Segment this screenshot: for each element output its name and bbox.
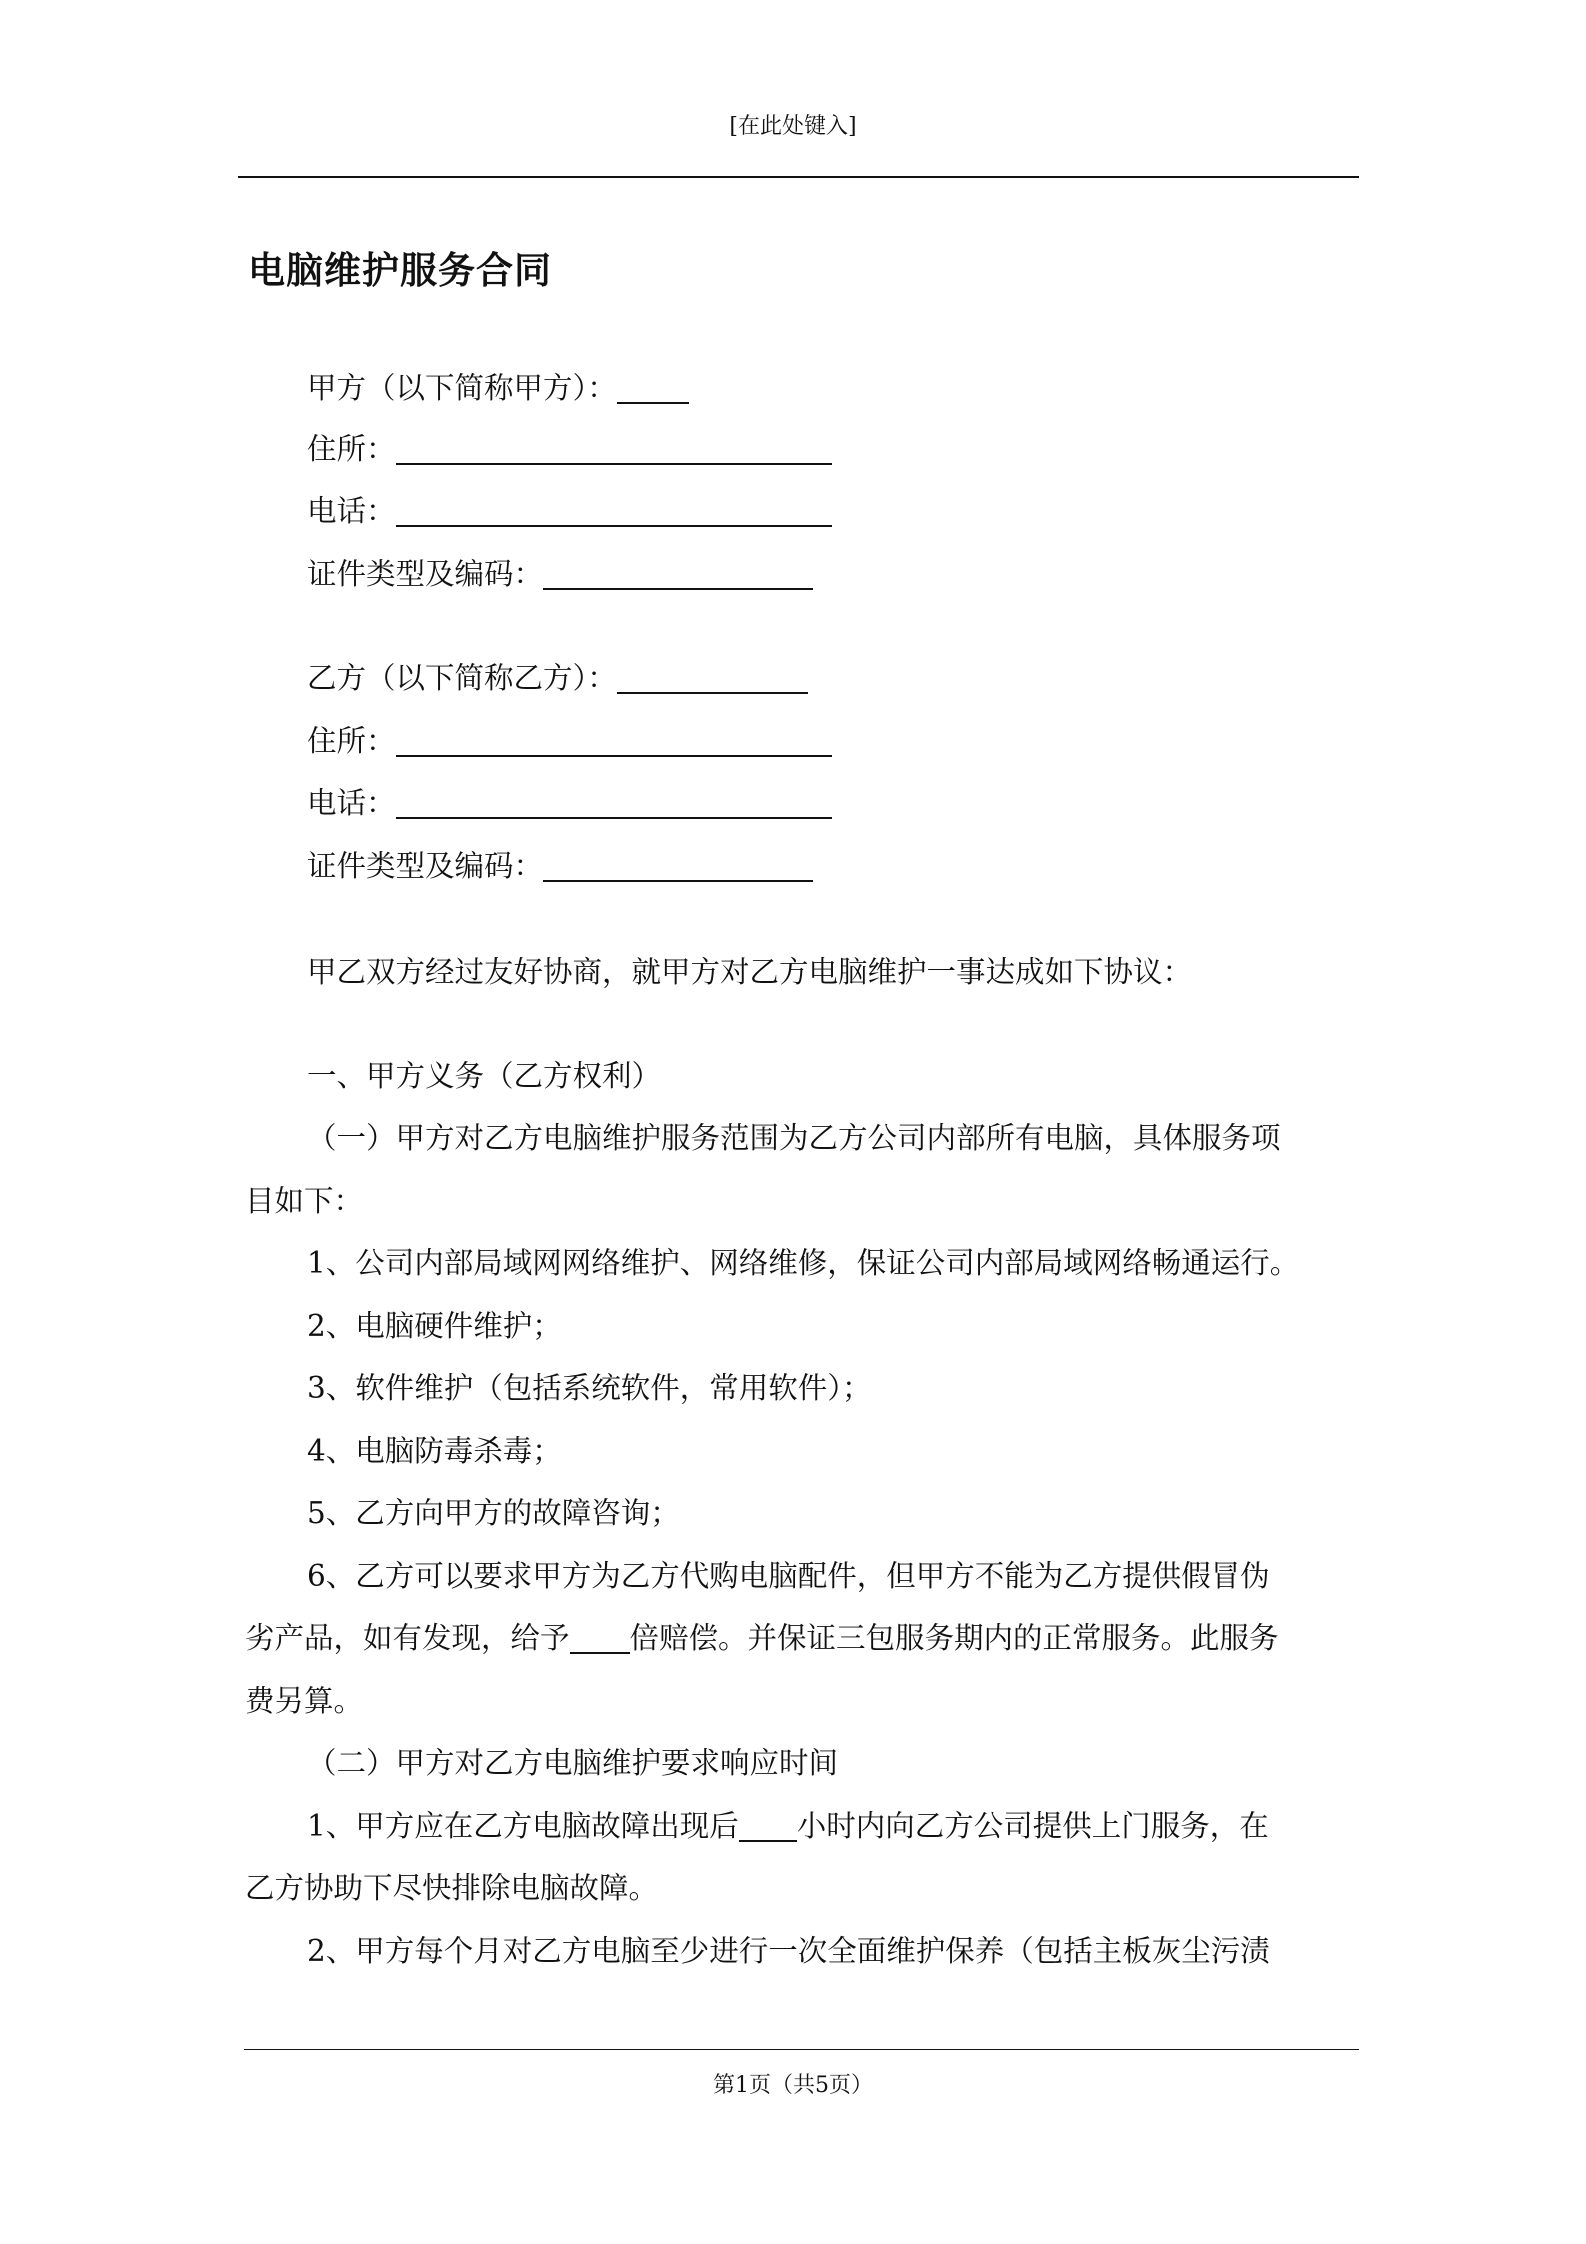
service-item-6-line2-end: 倍赔偿。并保证三包服务期内的正常服务。此服务 bbox=[629, 1621, 1279, 1655]
party-b-name-blank[interactable] bbox=[617, 662, 808, 694]
response-hours-blank[interactable] bbox=[739, 1810, 797, 1842]
footer-divider bbox=[244, 2049, 1359, 2050]
party-b-address-row bbox=[307, 721, 832, 761]
intro-paragraph: 甲乙双方经过友好协商，就甲方对乙方电脑维护一事达成如下协议： bbox=[307, 955, 1193, 989]
party-a-name-label: 甲方（以下简称甲方）： bbox=[307, 371, 617, 405]
party-a-phone-row bbox=[307, 491, 832, 531]
party-b-id-blank[interactable] bbox=[543, 850, 813, 882]
party-b-id-row bbox=[307, 846, 813, 886]
party-b-name-label: 乙方（以下简称乙方）： bbox=[307, 661, 617, 695]
response-item-2-line1: 2、甲方每个月对乙方电脑至少进行一次全面维护保养（包括主板灰尘污渍 bbox=[307, 1934, 1270, 1968]
party-a-phone-label: 电话： bbox=[307, 494, 396, 528]
party-b-address-blank[interactable] bbox=[396, 725, 832, 757]
party-a-id-label: 证件类型及编码： bbox=[307, 557, 544, 591]
service-item-6-line2 bbox=[245, 1618, 1279, 1658]
response-item-1-line1 bbox=[307, 1806, 1269, 1846]
party-b-address-label: 住所： bbox=[307, 724, 396, 758]
page-number: 第1页（共5页） bbox=[713, 2073, 873, 2098]
section1-sub2-heading: （二）甲方对乙方电脑维护要求响应时间 bbox=[307, 1746, 839, 1780]
party-b-name-row bbox=[307, 658, 808, 698]
response-item-1-line2: 乙方协助下尽快排除电脑故障。 bbox=[245, 1871, 659, 1905]
party-b-phone-blank[interactable] bbox=[396, 787, 832, 819]
service-item-1: 1、公司内部局域网网络维护、网络维修，保证公司内部局域网络畅通运行。 bbox=[307, 1246, 1300, 1280]
service-item-6-line1: 6、乙方可以要求甲方为乙方代购电脑配件，但甲方不能为乙方提供假冒伪 bbox=[307, 1559, 1270, 1593]
party-a-address-label: 住所： bbox=[307, 432, 396, 466]
page-header: [在此处键入] bbox=[729, 114, 857, 139]
document-title: 电脑维护服务合同 bbox=[248, 248, 552, 292]
service-item-3: 3、软件维护（包括系统软件，常用软件）； bbox=[307, 1371, 872, 1405]
section1-sub1-line1: （一）甲方对乙方电脑维护服务范围为乙方公司内部所有电脑，具体服务项 bbox=[307, 1121, 1281, 1155]
service-item-6-line3: 费另算。 bbox=[245, 1684, 364, 1718]
response-item-1-start: 1、甲方应在乙方电脑故障出现后 bbox=[307, 1809, 739, 1843]
section1-heading: 一、甲方义务（乙方权利） bbox=[307, 1059, 662, 1093]
service-item-6-line2-start: 劣产品，如有发现，给予 bbox=[245, 1621, 570, 1655]
party-b-id-label: 证件类型及编码： bbox=[307, 849, 544, 883]
service-item-2: 2、电脑硬件维护； bbox=[307, 1309, 562, 1343]
party-b-phone-label: 电话： bbox=[307, 786, 396, 820]
party-a-name-row bbox=[307, 368, 689, 408]
party-a-name-blank[interactable] bbox=[617, 372, 689, 404]
header-divider bbox=[238, 176, 1359, 178]
service-item-5: 5、乙方向甲方的故障咨询； bbox=[307, 1496, 680, 1530]
service-item-4: 4、电脑防毒杀毒； bbox=[307, 1434, 562, 1468]
party-a-address-blank[interactable] bbox=[396, 433, 832, 465]
party-a-id-row bbox=[307, 554, 813, 594]
party-a-id-blank[interactable] bbox=[543, 558, 813, 590]
party-a-phone-blank[interactable] bbox=[396, 495, 832, 527]
compensation-multiple-blank[interactable] bbox=[570, 1622, 630, 1654]
response-item-1-end: 小时内向乙方公司提供上门服务，在 bbox=[796, 1809, 1269, 1843]
party-a-address-row bbox=[307, 429, 832, 469]
section1-sub1-line2: 目如下： bbox=[245, 1184, 364, 1218]
party-b-phone-row bbox=[307, 783, 832, 823]
